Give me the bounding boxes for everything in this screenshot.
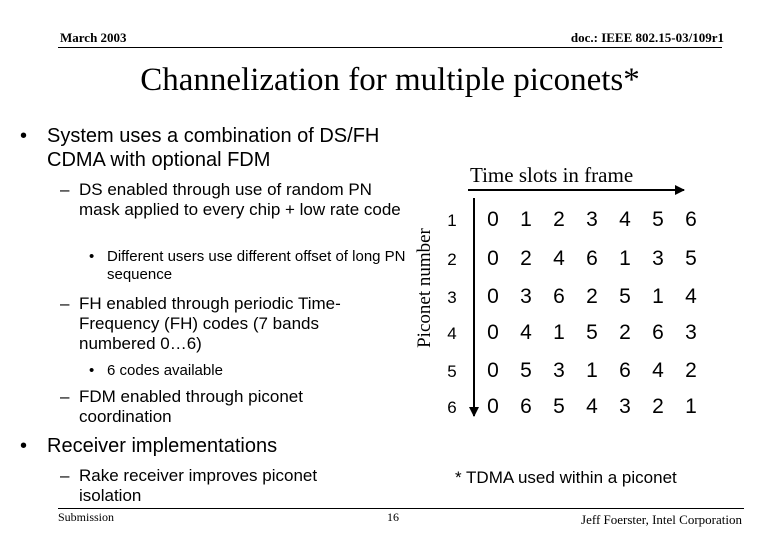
grid-cell: 5 <box>652 208 664 231</box>
grid-cell: 1 <box>685 395 697 418</box>
grid-cell: 0 <box>487 395 499 418</box>
grid-cell: 4 <box>520 321 532 344</box>
grid-cell: 0 <box>487 321 499 344</box>
footer-submission: Submission <box>58 510 115 524</box>
piconet-number-label: Piconet number <box>414 228 435 348</box>
bullet-dot: • <box>89 362 95 379</box>
grid-cell: 4 <box>652 359 664 382</box>
bullet-rake: Rake receiver improves piconet isolation <box>79 466 318 505</box>
grid-cell: 5 <box>520 359 532 382</box>
grid-cell: 1 <box>586 359 598 382</box>
bullet-codes: 6 codes available <box>107 362 223 379</box>
grid-cell: 0 <box>487 208 499 231</box>
grid-cell: 2 <box>553 208 565 231</box>
bullet-dot: • <box>89 248 95 265</box>
bullet-system: System uses a combination of DS/FH CDMA with optional FDM <box>47 125 380 171</box>
bullet-dash: – <box>60 180 70 199</box>
grid-cell: 2 <box>652 395 664 418</box>
grid-cell: 0 <box>487 247 499 270</box>
bullet-dash: – <box>60 466 70 485</box>
grid-cell: 3 <box>652 247 664 270</box>
header-doc-id: doc.: IEEE 802.15-03/109r1 <box>570 30 724 45</box>
footnote-tdma: * TDMA used within a piconet <box>455 468 677 487</box>
bullet-dot: • <box>20 435 28 457</box>
footer-rule <box>58 508 744 509</box>
grid-cell: 5 <box>685 247 697 270</box>
row-number: 1 <box>447 211 457 230</box>
time-slots-label: Time slots in frame <box>470 163 634 187</box>
bullet-receiver: Receiver implementations <box>47 435 278 457</box>
grid-cell: 6 <box>685 208 697 231</box>
header-date: March 2003 <box>60 30 127 45</box>
row-number: 3 <box>447 288 457 307</box>
grid-cell: 3 <box>586 208 598 231</box>
footer-page-number: 16 <box>387 510 399 524</box>
grid-cell: 2 <box>586 285 598 308</box>
grid-cell: 1 <box>652 285 664 308</box>
grid-cell: 5 <box>553 395 565 418</box>
bullet-fdm: FDM enabled through piconet coordination <box>79 387 303 426</box>
grid-cell: 4 <box>586 395 598 418</box>
grid-cell: 4 <box>685 285 697 308</box>
grid-cell: 3 <box>685 321 697 344</box>
grid-cell: 6 <box>520 395 532 418</box>
bullet-dot: • <box>20 125 28 147</box>
bullet-dash: – <box>60 387 70 406</box>
grid-cell: 1 <box>520 208 532 231</box>
bullet-ds: DS enabled through use of random PN mask applied to every chip + low rate code <box>79 180 401 219</box>
bullet-dash: – <box>60 294 70 313</box>
grid-cell: 6 <box>652 321 664 344</box>
grid-cell: 0 <box>487 359 499 382</box>
grid-cell: 2 <box>520 247 532 270</box>
slide-title: Channelization for multiple piconets* <box>140 62 640 98</box>
grid-cell: 3 <box>619 395 631 418</box>
grid-cell: 5 <box>619 285 631 308</box>
bullet-pn-offset: Different users use different offset of long PN sequence <box>107 248 406 283</box>
grid-cell: 4 <box>619 208 631 231</box>
row-number: 4 <box>447 324 457 343</box>
grid-cell: 5 <box>586 321 598 344</box>
grid-cell: 3 <box>520 285 532 308</box>
bullet-fh: FH enabled through periodic Time-Frequency (FH) codes (7 bands numbered 0…6) <box>79 294 341 353</box>
grid-cell: 3 <box>553 359 565 382</box>
grid-cell: 1 <box>619 247 631 270</box>
grid-cell: 6 <box>553 285 565 308</box>
footer-author: Jeff Foerster, Intel Corporation <box>581 512 742 527</box>
grid-cell: 2 <box>685 359 697 382</box>
row-number: 5 <box>447 362 457 381</box>
grid-cell: 1 <box>553 321 565 344</box>
grid-cell: 6 <box>586 247 598 270</box>
grid-cell: 2 <box>619 321 631 344</box>
grid-cell: 6 <box>619 359 631 382</box>
grid-cell: 0 <box>487 285 499 308</box>
grid-cell: 4 <box>553 247 565 270</box>
row-number: 2 <box>447 250 457 269</box>
row-number: 6 <box>447 398 457 417</box>
